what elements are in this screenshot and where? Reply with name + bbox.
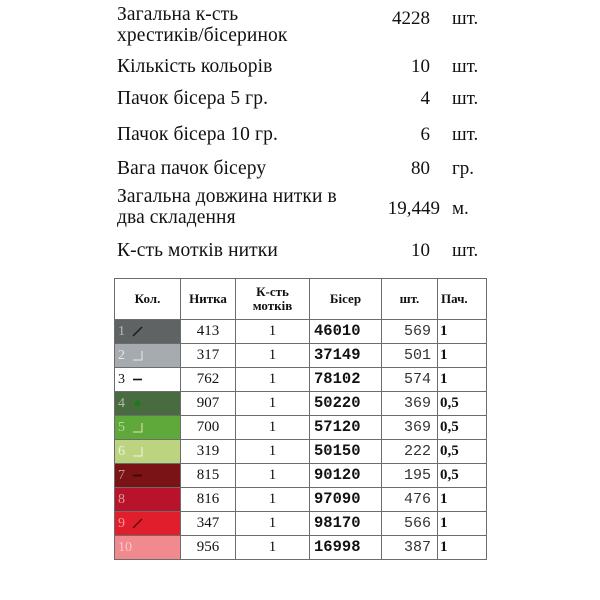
- color-key-table: [114, 278, 487, 560]
- header-packs: Пач.: [438, 279, 487, 320]
- swatch-number: 5: [118, 420, 125, 435]
- thread-cell: 815: [181, 464, 236, 488]
- bead-cell: 97090: [310, 488, 382, 512]
- bead-cell: 50150: [310, 440, 382, 464]
- summary-value: 10: [411, 56, 430, 77]
- color-swatch: [115, 464, 181, 488]
- header-color: Кол.: [115, 279, 181, 320]
- corner-symbol-icon: [132, 350, 143, 361]
- count-cell: 387: [382, 536, 438, 560]
- summary-label: Пачок бісера 5 гр.: [117, 88, 269, 109]
- blank-symbol-icon: [132, 494, 143, 505]
- swatch-number: 8: [118, 492, 125, 507]
- thread-cell: 347: [181, 512, 236, 536]
- header-bead: Бісер: [310, 279, 382, 320]
- packs-cell: 0,5: [438, 440, 487, 464]
- thread-cell: 956: [181, 536, 236, 560]
- bead-cell: 16998: [310, 536, 382, 560]
- skeins-cell: 1: [236, 536, 310, 560]
- table-row: [115, 536, 487, 560]
- table-row: [115, 320, 487, 344]
- dash-symbol-icon: [132, 470, 143, 481]
- swatch-number: 4: [118, 396, 125, 411]
- summary-value: 10: [411, 240, 430, 261]
- summary-unit: м.: [452, 198, 469, 219]
- skeins-cell: 1: [236, 464, 310, 488]
- packs-cell: 1: [438, 344, 487, 368]
- slash-symbol-icon: [132, 326, 143, 337]
- thread-cell: 413: [181, 320, 236, 344]
- bead-cell: 78102: [310, 368, 382, 392]
- bead-cell: 50220: [310, 392, 382, 416]
- summary-unit: шт.: [452, 240, 479, 261]
- color-swatch: [115, 536, 181, 560]
- packs-cell: 0,5: [438, 392, 487, 416]
- blank-symbol-icon: [132, 542, 143, 553]
- summary-row-packs-10: [0, 124, 600, 146]
- count-cell: 476: [382, 488, 438, 512]
- summary-label: Пачок бісера 10 гр.: [117, 124, 278, 145]
- summary-value: 6: [420, 124, 430, 145]
- swatch-number: 2: [118, 348, 125, 363]
- thread-cell: 319: [181, 440, 236, 464]
- count-cell: 574: [382, 368, 438, 392]
- summary-value: 4: [420, 88, 430, 109]
- slash-symbol-icon: [132, 518, 143, 529]
- summary-label-line: Загальна довжина нитки в: [117, 186, 337, 207]
- summary-row-total: [0, 4, 600, 50]
- thread-cell: 816: [181, 488, 236, 512]
- skeins-cell: 1: [236, 368, 310, 392]
- count-cell: 222: [382, 440, 438, 464]
- header-thread: Нитка: [181, 279, 236, 320]
- summary-unit: шт.: [452, 8, 479, 29]
- summary-unit: шт.: [452, 124, 479, 145]
- skeins-cell: 1: [236, 416, 310, 440]
- skeins-cell: 1: [236, 488, 310, 512]
- packs-cell: 1: [438, 320, 487, 344]
- swatch-number: 10: [118, 540, 132, 555]
- dot-symbol-icon: [132, 398, 143, 409]
- thread-cell: 317: [181, 344, 236, 368]
- bead-cell: 57120: [310, 416, 382, 440]
- table-header-row: [115, 279, 487, 320]
- thread-cell: 700: [181, 416, 236, 440]
- summary-label: Вага пачок бісеру: [117, 158, 267, 179]
- table-row: [115, 488, 487, 512]
- table-row: [115, 392, 487, 416]
- table-row: [115, 464, 487, 488]
- swatch-number: 9: [118, 516, 125, 531]
- header-skeins: [236, 279, 310, 320]
- swatch-number: 6: [118, 444, 125, 459]
- packs-cell: 0,5: [438, 416, 487, 440]
- bead-cell: 46010: [310, 320, 382, 344]
- skeins-cell: 1: [236, 344, 310, 368]
- count-cell: 566: [382, 512, 438, 536]
- table-row: [115, 440, 487, 464]
- table-row: [115, 512, 487, 536]
- count-cell: 195: [382, 464, 438, 488]
- summary-value: 19,449: [387, 198, 440, 219]
- color-swatch: [115, 440, 181, 464]
- summary-value: 4228: [392, 8, 430, 29]
- packs-cell: 1: [438, 368, 487, 392]
- thread-cell: 907: [181, 392, 236, 416]
- table-row: [115, 416, 487, 440]
- color-swatch: [115, 344, 181, 368]
- color-swatch: [115, 368, 181, 392]
- bead-cell: 98170: [310, 512, 382, 536]
- color-swatch: [115, 512, 181, 536]
- summary-row-packs-5: [0, 88, 600, 110]
- table-row: [115, 344, 487, 368]
- packs-cell: 1: [438, 536, 487, 560]
- count-cell: 501: [382, 344, 438, 368]
- packs-cell: 1: [438, 488, 487, 512]
- dash-symbol-icon: [132, 374, 143, 385]
- count-cell: 369: [382, 416, 438, 440]
- corner-symbol-icon: [132, 446, 143, 457]
- color-swatch: [115, 320, 181, 344]
- summary-label: [117, 4, 372, 46]
- corner-symbol-icon: [132, 422, 143, 433]
- header-count: шт.: [382, 279, 438, 320]
- summary-block: [0, 0, 600, 272]
- summary-unit: гр.: [452, 158, 475, 179]
- color-swatch: [115, 416, 181, 440]
- table-body: [115, 320, 487, 560]
- summary-label-line: хрестиків/бісеринок: [117, 25, 288, 46]
- summary-unit: шт.: [452, 56, 479, 77]
- summary-row-colors: [0, 56, 600, 78]
- swatch-number: 1: [118, 324, 125, 339]
- skeins-cell: 1: [236, 512, 310, 536]
- summary-row-thread-length: [0, 186, 600, 232]
- summary-label-line: два складення: [117, 207, 236, 228]
- skeins-cell: 1: [236, 320, 310, 344]
- color-swatch: [115, 392, 181, 416]
- bead-cell: 90120: [310, 464, 382, 488]
- bead-cell: 37149: [310, 344, 382, 368]
- skeins-cell: 1: [236, 440, 310, 464]
- summary-label: [117, 186, 372, 228]
- packs-cell: 1: [438, 512, 487, 536]
- count-cell: 569: [382, 320, 438, 344]
- summary-label: Кількість кольорів: [117, 56, 273, 77]
- header-skeins-line: К-сть: [256, 284, 289, 299]
- swatch-number: 3: [118, 372, 125, 387]
- summary-label: К-сть мотків нитки: [117, 240, 278, 261]
- color-swatch: [115, 488, 181, 512]
- summary-row-skeins: [0, 240, 600, 262]
- table-row: [115, 368, 487, 392]
- summary-value: 80: [411, 158, 430, 179]
- header-skeins-line: мотків: [252, 298, 293, 313]
- thread-cell: 762: [181, 368, 236, 392]
- packs-cell: 0,5: [438, 464, 487, 488]
- summary-unit: шт.: [452, 88, 479, 109]
- summary-label-line: Загальна к-сть: [117, 4, 239, 25]
- skeins-cell: 1: [236, 392, 310, 416]
- summary-row-weight: [0, 158, 600, 180]
- count-cell: 369: [382, 392, 438, 416]
- swatch-number: 7: [118, 468, 125, 483]
